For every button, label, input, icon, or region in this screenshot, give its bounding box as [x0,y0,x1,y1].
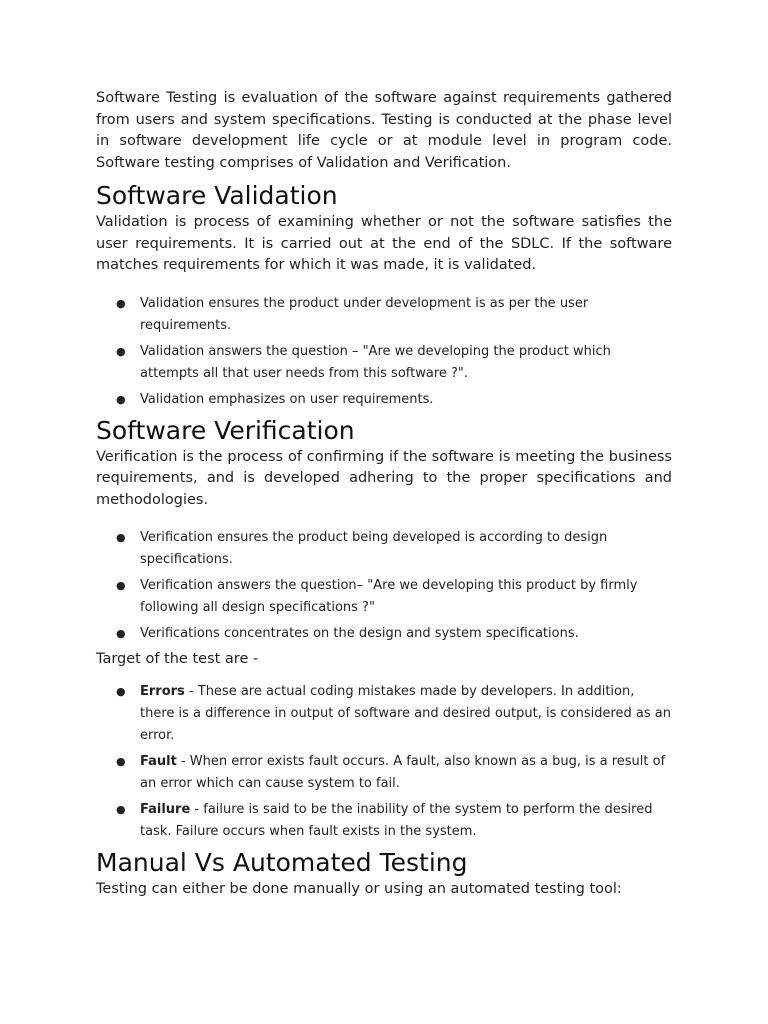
list-item-text: Verification answers the question– "Are we developing this product by firmly following all design specifications ?" [140,578,638,615]
term-description: - When error exists fault occurs. A fault, also known as a bug, is a result of an error which can cause system to fail. [140,753,666,791]
bullet-icon: ● [116,531,126,544]
term-label: Fault [140,753,177,769]
list-item [96,293,672,337]
manual-paragraph: Testing can either be done manually or using an automated testing tool: [96,880,622,897]
list-item [96,799,672,843]
term-description: - failure is said to be the inability of the system to perform the desired task. Failure occurs when fault exists in the system. [140,801,653,839]
bullet-icon: ● [116,754,126,768]
term-label: Failure [140,801,191,817]
verification-heading: Software Verification [96,415,355,445]
verification-bullet-list [96,527,672,645]
term-label: Errors [140,683,185,699]
validation-heading: Software Validation [96,181,338,210]
list-item [96,623,672,645]
list-item-text: Validation answers the question – "Are we developing the product which attempts all that user needs from this software ?". [140,343,611,381]
bullet-icon: ● [116,802,126,816]
manual-heading: Manual Vs Automated Testing [96,847,468,877]
targets-bullet-list [96,681,672,843]
list-item [96,681,672,747]
list-item-text: Verifications concentrates on the design and system specifications. [140,626,579,641]
list-item-text: Verification ensures the product being developed is according to design specifications. [140,530,608,567]
bullet-icon: ● [116,296,126,310]
bullet-icon: ● [116,627,126,640]
list-item [96,575,672,619]
list-item-text: Validation emphasizes on user requirements. [140,391,434,407]
intro-paragraph: Software Testing is evaluation of the software against requirements gathered from users and system specifications. Testing is conducted at the phase level in software development life cycle or at module level in program code. Software testing comprises of Validation and Verification. [96,90,672,171]
verification-paragraph: Verification is the process of confirming if the software is meeting the business requirements, and is developed adhering to the proper specifications and methodologies. [96,448,672,508]
term-description: - These are actual coding mistakes made by developers. In addition, there is a difference in output of software and desired output, is considered as an error. [140,683,671,743]
bullet-icon: ● [116,684,126,698]
validation-bullet-list [96,293,672,411]
bullet-icon: ● [116,579,126,592]
list-item-text: Validation ensures the product under development is as per the user requirements. [140,295,589,333]
list-item [96,751,672,795]
list-item [96,527,672,571]
document-page [96,88,672,900]
targets-intro: Target of the test are - [96,651,259,667]
list-item [96,341,672,385]
validation-paragraph: Validation is process of examining whether or not the software satisfies the user requirements. It is carried out at the end of the SDLC. If the software matches requirements for which it was made, it is validated. [96,214,672,273]
list-item [96,389,672,411]
bullet-icon: ● [116,344,126,358]
bullet-icon: ● [116,392,126,406]
